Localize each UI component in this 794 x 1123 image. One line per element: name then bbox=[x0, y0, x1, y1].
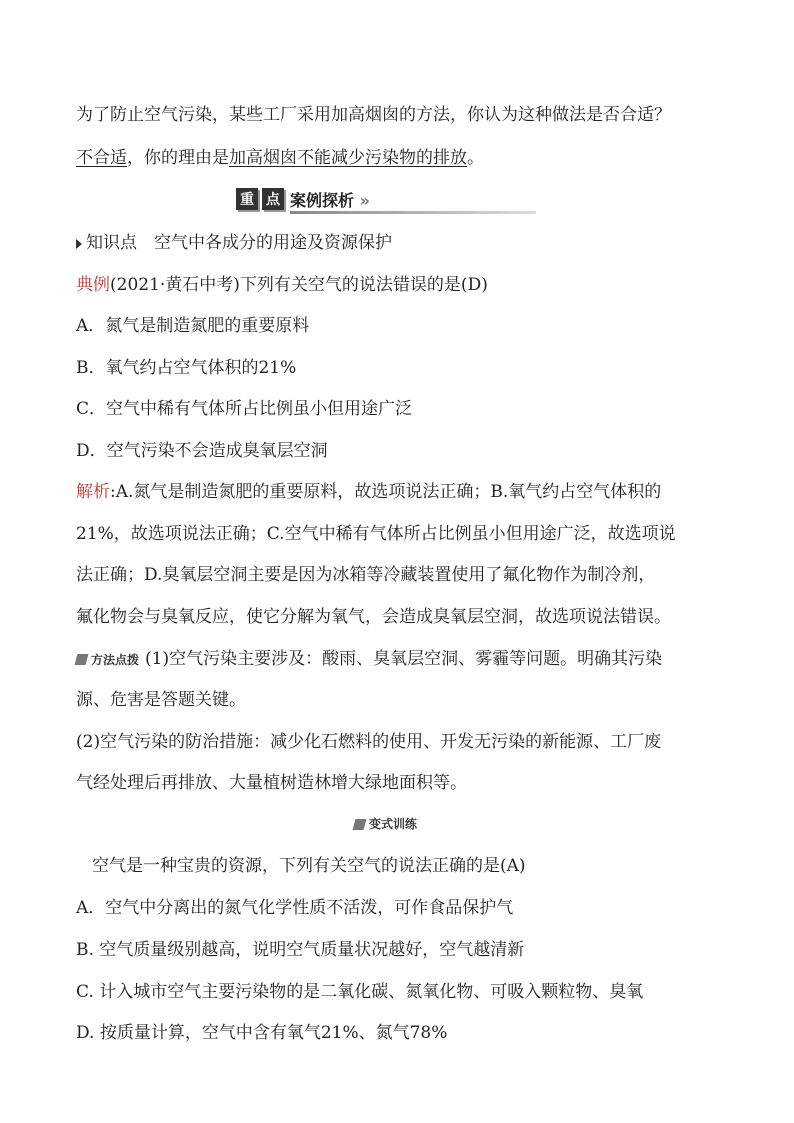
method-line-4: 气经处理后再排放、大量植树造林增大绿地面积等。 bbox=[76, 773, 467, 793]
intro-answer: 不合适 bbox=[76, 148, 127, 168]
analysis-line-2: 21%，故选项说法正确；C.空气中稀有气体所占比例虽小但用途广泛，故选项说 bbox=[76, 524, 676, 544]
example-text: (2021·黄石中考)下列有关空气的说法错误的是(D) bbox=[110, 275, 488, 295]
intro-answer-line bbox=[76, 145, 726, 171]
variant-heading: 变式训练 bbox=[354, 815, 423, 832]
example-option-d: D．空气污染不会造成臭氧层空洞 bbox=[76, 441, 328, 461]
section-banner bbox=[236, 186, 536, 214]
flag-icon bbox=[76, 239, 82, 249]
variant-question: 空气是一种宝贵的资源，下列有关空气的说法正确的是(A) bbox=[92, 856, 526, 876]
banner-char-2: 点 bbox=[262, 188, 284, 210]
example-option-a: A．氮气是制造氮肥的重要原料 bbox=[76, 316, 310, 336]
tip-icon bbox=[353, 819, 367, 830]
method-tag: 方法点拨 bbox=[91, 653, 140, 667]
banner-char-1: 重 bbox=[236, 188, 258, 210]
intro-question: 为了防止空气污染，某些工厂采用加高烟囱的方法，你认为这种做法是否合适？ bbox=[76, 105, 671, 125]
analysis-line-3: 法正确；D.臭氧层空洞主要是因为冰箱等冷藏装置使用了氟化物作为制冷剂， bbox=[76, 565, 656, 585]
variant-option-a: A．空气中分离出的氮气化学性质不活泼，可作食品保护气 bbox=[76, 898, 514, 918]
example-option-c: C．空气中稀有气体所占比例虽小但用途广泛 bbox=[76, 399, 413, 419]
example-question bbox=[76, 272, 726, 298]
tip-icon bbox=[75, 654, 89, 665]
knowledge-point: 知识点 空气中各成分的用途及资源保护 bbox=[76, 230, 726, 256]
intro-reason: 加高烟囱不能减少污染物的排放 bbox=[229, 148, 467, 168]
banner-label: 案例探析 » bbox=[290, 191, 370, 210]
method-line-3: (2)空气污染的防治措施：减少化石燃料的使用、开发无污染的新能源、工厂废 bbox=[76, 732, 662, 752]
variant-option-d: D. 按质量计算，空气中含有氧气21%、氮气78% bbox=[76, 1023, 448, 1043]
example-tag: 典例 bbox=[76, 275, 110, 295]
example-option-b: B．氧气约占空气体积的21% bbox=[76, 358, 297, 378]
method-line-2: 源、危害是答题关键。 bbox=[76, 690, 246, 710]
variant-option-c: C. 计入城市空气主要污染物的是二氧化碳、氮氧化物、可吸入颗粒物、臭氧 bbox=[76, 982, 644, 1002]
intro-mid: ，你的理由是 bbox=[127, 148, 229, 168]
analysis-tag: 解析 bbox=[76, 482, 110, 502]
banner-rule bbox=[290, 211, 536, 214]
intro-end: 。 bbox=[467, 148, 484, 168]
analysis-line-4: 氟化物会与臭氧反应，使它分解为氧气，会造成臭氧层空洞，故选项说法错误。 bbox=[76, 607, 671, 627]
variant-option-b: B. 空气质量级别越高，说明空气质量状况越好，空气越清新 bbox=[76, 940, 525, 960]
analysis-line-1: 解析:A.氮气是制造氮肥的重要原料，故选项说法正确；B.氧气约占空气体积的 bbox=[76, 482, 662, 502]
method-line-1: 方法点拨 (1)空气污染主要涉及：酸雨、臭氧层空洞、雾霾等问题。明确其污染 bbox=[76, 646, 726, 673]
